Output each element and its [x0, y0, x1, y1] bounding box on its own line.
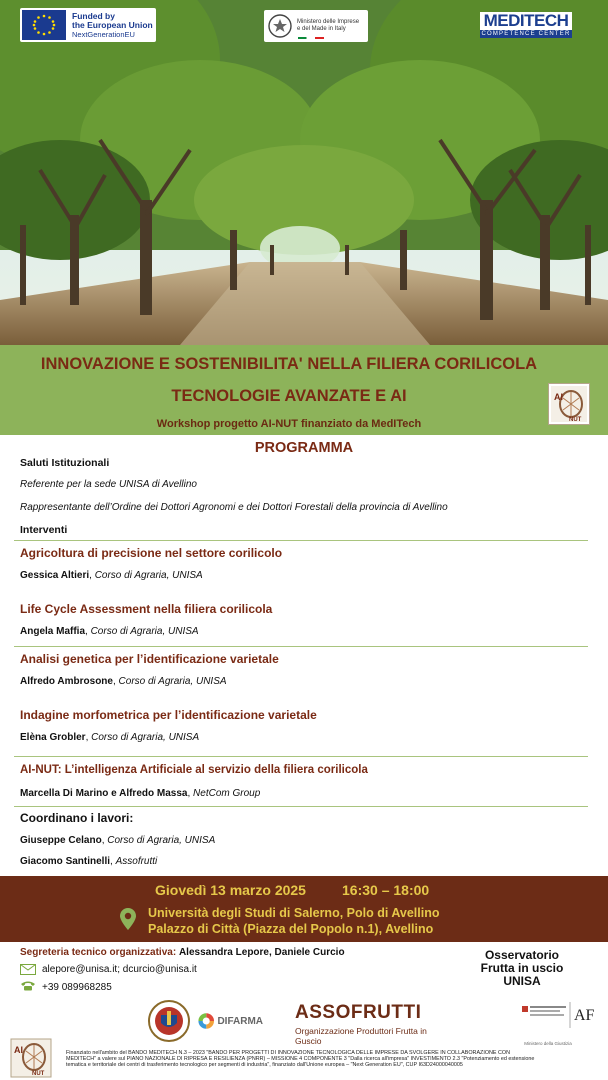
meditech-logo: [480, 12, 572, 40]
main-subtitle: TECNOLOGIE AVANZATE E AI: [171, 387, 407, 405]
talk-title: Life Cycle Assessment nella filiera corilicola: [20, 602, 273, 616]
mimit-line1: Ministero delle Imprese: [297, 19, 360, 25]
coordinator-affiliation: Assofrutti: [115, 856, 158, 867]
speaker-name: Marcella Di Marino e Alfredo Massa: [20, 788, 188, 799]
eu-logo-line3: NextGenerationEU: [72, 29, 135, 39]
greeting-item: Referente per la sede UNISA di Avellino: [20, 479, 197, 490]
speaker-name: Elèna Grobler: [20, 732, 86, 743]
speaker-name: Angela Maffia: [20, 626, 86, 637]
svg-text:AI: AI: [14, 1045, 23, 1055]
svg-text:AF: AF: [574, 1007, 595, 1024]
talk-speaker: Elèna Grobler, Corso di Agraria, UNISA: [20, 732, 200, 743]
talk-title: Agricoltura di precisione nel settore corilicolo: [20, 546, 283, 560]
speaker-affiliation: Corso di Agraria, UNISA: [94, 570, 203, 581]
email-contacts[interactable]: alepore@unisa.it; dcurcio@unisa.it: [42, 964, 197, 975]
speaker-affiliation: Corso di Agraria, UNISA: [91, 732, 200, 743]
speaker-name: Alfredo Ambrosone: [20, 676, 113, 687]
eu-logo-line1: Funded by: [72, 10, 115, 21]
speaker-affiliation: Corso di Agraria, UNISA: [118, 676, 227, 687]
mimit-logo: [264, 10, 368, 42]
svg-text:NUT: NUT: [569, 417, 582, 423]
unisa-seal-logo: [148, 998, 190, 1044]
assofrutti-tagline: Organizzazione Produttori Frutta in Guscio: [295, 1026, 427, 1046]
difarma-name: DIFARMA: [217, 1015, 263, 1027]
coordinators-heading: Coordinano i lavori:: [20, 811, 134, 825]
venue-line-1: Università degli Studi di Salerno, Polo di Avellino: [148, 906, 440, 920]
section-divider: [14, 540, 588, 541]
phone-icon: [20, 980, 36, 991]
talk-title: AI-NUT: L’intelligenza Artificiale al servizio della filiera corilicola: [20, 764, 368, 776]
speaker-affiliation: Corso di Agraria, UNISA: [90, 626, 199, 637]
secretariat-names: Alessandra Lepore, Daniele Curcio: [178, 947, 345, 958]
section-divider: [14, 806, 588, 807]
email-icon: [20, 964, 36, 975]
ainut-logo: [548, 383, 590, 425]
greetings-heading: Saluti Istituzionali: [20, 457, 110, 469]
speaker-name: Gessica Altieri: [20, 570, 90, 581]
location-pin-icon: [120, 908, 136, 930]
eu-logo-line2: the European Union: [72, 19, 153, 30]
section-divider: [14, 756, 588, 757]
coordinator: Giuseppe Celano, Corso di Agraria, UNISA: [20, 835, 216, 846]
talk-speaker: Marcella Di Marino e Alfredo Massa, NetCom Group: [20, 788, 261, 799]
ministry-emblem-icon: [518, 998, 596, 1036]
orchard-illustration: [0, 0, 608, 345]
talks-heading: Interventi: [20, 524, 68, 536]
meditech-name: MEDITECH: [480, 12, 572, 30]
phone-contact[interactable]: +39 089968285: [42, 982, 112, 993]
italian-emblem-icon: [267, 13, 293, 39]
difarma-mark-icon: [197, 1008, 215, 1034]
eu-funding-logo: [20, 8, 156, 42]
eu-flag-icon: [22, 10, 66, 40]
venue-line-2: Palazzo di Città (Piazza del Popolo n.1), Avellino: [148, 922, 434, 936]
workshop-line: Workshop progetto AI-NUT finanziato da MedITech: [156, 418, 422, 430]
talk-title: Analisi genetica per l’identificazione varietale: [20, 652, 279, 666]
assofrutti-name: ASSOFRUTTI: [295, 1002, 422, 1023]
secretariat: [20, 947, 345, 958]
observatory-label: [470, 949, 574, 988]
hero-orchard-image: [0, 0, 608, 345]
svg-text:AI: AI: [554, 392, 563, 402]
mimit-line2: e del Made in Italy: [297, 26, 346, 32]
secretariat-label: Segreteria tecnico organizzativa:: [20, 947, 177, 958]
greeting-item: Rappresentante dell’Ordine dei Dottori Agronomi e dei Dottori Forestali della provincia di Avellino: [20, 502, 448, 513]
observatory-line-1: Osservatorio: [484, 948, 560, 962]
program-heading: PROGRAMMA: [254, 440, 354, 456]
coordinator-name: Giuseppe Celano: [20, 835, 102, 846]
talk-title: Indagine morfometrica per l’identificazione varietale: [20, 708, 317, 722]
observatory-line-3: UNISA: [503, 974, 541, 988]
speaker-affiliation: NetCom Group: [193, 788, 261, 799]
italian-flag-stripe: [298, 37, 324, 39]
ministry-af-logo: [518, 998, 596, 1044]
talk-speaker: Gessica Altieri, Corso di Agraria, UNISA: [20, 570, 203, 581]
assofrutti-logo: [295, 1002, 455, 1048]
main-title: INNOVAZIONE E SOSTENIBILITA' NELLA FILIERA CORILICOLA: [40, 355, 538, 373]
difarma-logo: [197, 998, 263, 1044]
ministry-caption: Ministero della Giustizia: [524, 1041, 572, 1046]
talk-speaker: Angela Maffia, Corso di Agraria, UNISA: [20, 626, 199, 637]
event-time: 16:30 – 18:00: [342, 882, 430, 898]
funding-disclaimer: Finanziato nell'ambito del BANDO MEDITECH N.3 – 2023 "BANDO PER PROGETTI DI INNOVAZIONE TECNOLOGICA DELLE IMPRESE DA SVOLGERE IN COLLABORAZIONE CON MEDITECH" a valere sul PIANO NAZIONALE DI RIPRESA E RESILIENZA (PNRR) – MISSIONE 4 COMPONENTE 3 "Dalla ricerca all'impresa" INVESTIMENTO 2.3 "Potenziamento ed estensione tematica e territoriale dei centri di trasferimento tecnologico per segmenti di industria", finanziato dall'Unione europea – "Next Generation EU", CUP I63D24000040005: [66, 1050, 535, 1069]
event-date: Giovedì 13 marzo 2025: [155, 882, 306, 898]
title-banner: [0, 345, 608, 435]
coordinator-name: Giacomo Santinelli: [20, 856, 111, 867]
coordinator-affiliation: Corso di Agraria, UNISA: [107, 835, 216, 846]
coordinator: Giacomo Santinelli, Assofrutti: [20, 856, 158, 867]
svg-text:NUT: NUT: [32, 1071, 45, 1077]
ainut-footer-logo: [10, 1038, 52, 1078]
observatory-line-2: Frutta in uscio: [480, 961, 564, 975]
talk-speaker: Alfredo Ambrosone, Corso di Agraria, UNISA: [20, 676, 227, 687]
event-details-band: [0, 876, 608, 942]
meditech-tagline: COMPETENCE CENTER: [481, 31, 571, 37]
section-divider: [14, 646, 588, 647]
